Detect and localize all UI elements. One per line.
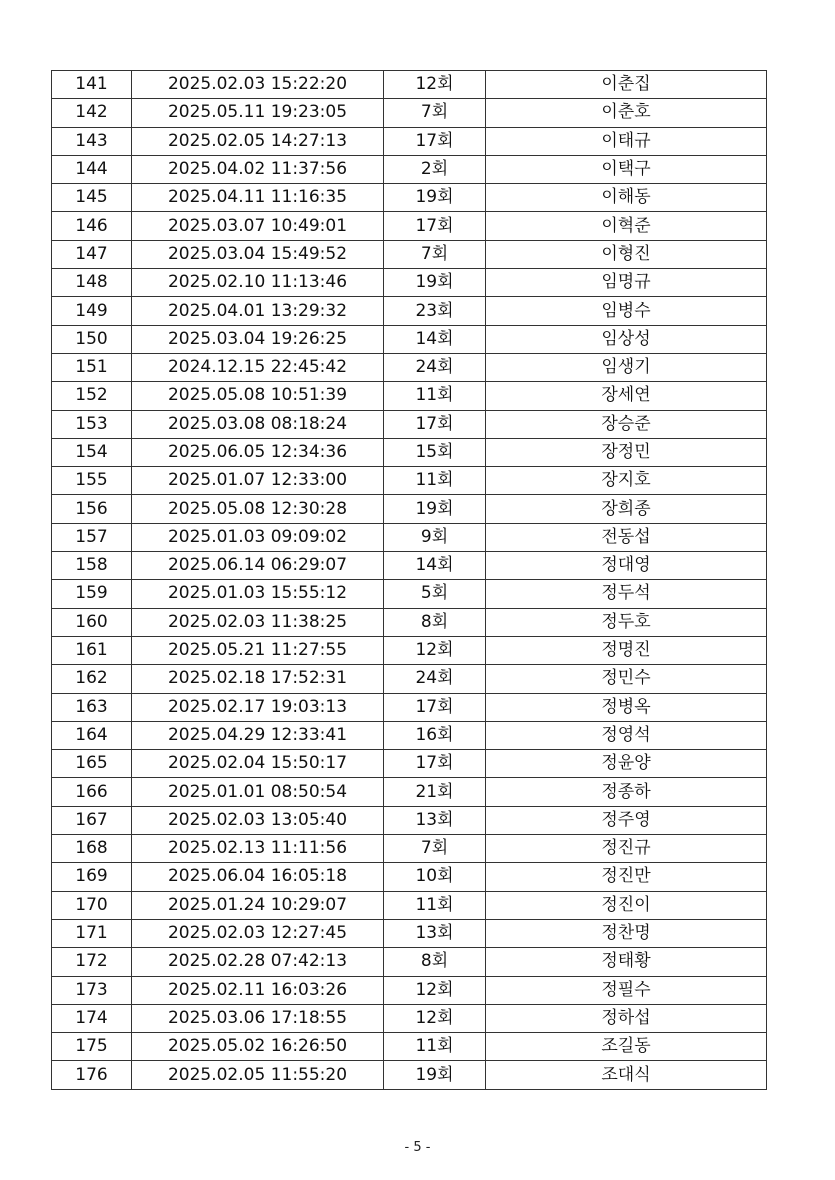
name-cell: 이형진 [486, 240, 767, 268]
name-cell: 정주영 [486, 806, 767, 834]
count-cell: 11회 [384, 467, 486, 495]
table-row [52, 778, 767, 806]
table-row [52, 891, 767, 919]
count-cell: 2회 [384, 155, 486, 183]
row-number-cell: 171 [52, 919, 132, 947]
count-cell: 9회 [384, 523, 486, 551]
row-number-cell: 151 [52, 353, 132, 381]
count-cell: 7회 [384, 835, 486, 863]
name-cell: 이춘호 [486, 99, 767, 127]
datetime-cell: 2025.06.05 12:34:36 [132, 438, 384, 466]
datetime-cell: 2025.03.08 08:18:24 [132, 410, 384, 438]
count-cell: 12회 [384, 71, 486, 99]
name-cell: 장세연 [486, 382, 767, 410]
table-row [52, 269, 767, 297]
datetime-cell: 2025.05.21 11:27:55 [132, 636, 384, 664]
name-cell: 임상성 [486, 325, 767, 353]
table-row [52, 297, 767, 325]
table-row [52, 353, 767, 381]
table-row [52, 240, 767, 268]
row-number-cell: 152 [52, 382, 132, 410]
datetime-cell: 2025.05.02 16:26:50 [132, 1033, 384, 1061]
row-number-cell: 174 [52, 1004, 132, 1032]
count-cell: 13회 [384, 806, 486, 834]
datetime-cell: 2025.02.28 07:42:13 [132, 948, 384, 976]
name-cell: 조대식 [486, 1061, 767, 1089]
name-cell: 이춘집 [486, 71, 767, 99]
datetime-cell: 2024.12.15 22:45:42 [132, 353, 384, 381]
page-number: - 5 - [404, 1140, 431, 1155]
row-number-cell: 157 [52, 523, 132, 551]
count-cell: 23회 [384, 297, 486, 325]
row-number-cell: 159 [52, 580, 132, 608]
row-number-cell: 167 [52, 806, 132, 834]
datetime-cell: 2025.01.07 12:33:00 [132, 467, 384, 495]
row-number-cell: 145 [52, 184, 132, 212]
count-cell: 24회 [384, 665, 486, 693]
count-cell: 14회 [384, 325, 486, 353]
row-number-cell: 158 [52, 552, 132, 580]
datetime-cell: 2025.02.03 13:05:40 [132, 806, 384, 834]
row-number-cell: 144 [52, 155, 132, 183]
table-row [52, 495, 767, 523]
datetime-cell: 2025.05.11 19:23:05 [132, 99, 384, 127]
count-cell: 14회 [384, 552, 486, 580]
count-cell: 19회 [384, 269, 486, 297]
datetime-cell: 2025.01.03 09:09:02 [132, 523, 384, 551]
count-cell: 10회 [384, 863, 486, 891]
row-number-cell: 169 [52, 863, 132, 891]
table-row [52, 552, 767, 580]
name-cell: 장정민 [486, 438, 767, 466]
table-row [52, 721, 767, 749]
count-cell: 19회 [384, 495, 486, 523]
count-cell: 17회 [384, 750, 486, 778]
name-cell: 정두석 [486, 580, 767, 608]
table-row [52, 580, 767, 608]
name-cell: 장지호 [486, 467, 767, 495]
name-cell: 정하섭 [486, 1004, 767, 1032]
count-cell: 11회 [384, 1033, 486, 1061]
datetime-cell: 2025.02.03 15:22:20 [132, 71, 384, 99]
name-cell: 조길동 [486, 1033, 767, 1061]
table-row [52, 523, 767, 551]
table-row [52, 948, 767, 976]
record-table-body [52, 71, 767, 1090]
datetime-cell: 2025.04.11 11:16:35 [132, 184, 384, 212]
datetime-cell: 2025.02.17 19:03:13 [132, 693, 384, 721]
table-row [52, 184, 767, 212]
row-number-cell: 173 [52, 976, 132, 1004]
name-cell: 이해동 [486, 184, 767, 212]
table-row [52, 1061, 767, 1089]
name-cell: 정태황 [486, 948, 767, 976]
count-cell: 19회 [384, 184, 486, 212]
row-number-cell: 163 [52, 693, 132, 721]
datetime-cell: 2025.02.03 12:27:45 [132, 919, 384, 947]
table-row [52, 693, 767, 721]
row-number-cell: 142 [52, 99, 132, 127]
datetime-cell: 2025.03.04 19:26:25 [132, 325, 384, 353]
name-cell: 정병옥 [486, 693, 767, 721]
count-cell: 17회 [384, 127, 486, 155]
table-row [52, 1004, 767, 1032]
datetime-cell: 2025.05.08 10:51:39 [132, 382, 384, 410]
datetime-cell: 2025.01.24 10:29:07 [132, 891, 384, 919]
name-cell: 장승준 [486, 410, 767, 438]
count-cell: 8회 [384, 948, 486, 976]
table-row [52, 665, 767, 693]
count-cell: 12회 [384, 636, 486, 664]
count-cell: 17회 [384, 212, 486, 240]
count-cell: 7회 [384, 240, 486, 268]
name-cell: 정윤양 [486, 750, 767, 778]
name-cell: 임명규 [486, 269, 767, 297]
row-number-cell: 143 [52, 127, 132, 155]
table-row [52, 636, 767, 664]
count-cell: 15회 [384, 438, 486, 466]
table-row [52, 835, 767, 863]
name-cell: 정두호 [486, 608, 767, 636]
row-number-cell: 168 [52, 835, 132, 863]
datetime-cell: 2025.04.02 11:37:56 [132, 155, 384, 183]
count-cell: 11회 [384, 382, 486, 410]
table-row [52, 467, 767, 495]
name-cell: 정진규 [486, 835, 767, 863]
name-cell: 장희종 [486, 495, 767, 523]
datetime-cell: 2025.04.01 13:29:32 [132, 297, 384, 325]
name-cell: 임생기 [486, 353, 767, 381]
row-number-cell: 176 [52, 1061, 132, 1089]
table-row [52, 976, 767, 1004]
row-number-cell: 165 [52, 750, 132, 778]
row-number-cell: 156 [52, 495, 132, 523]
row-number-cell: 154 [52, 438, 132, 466]
datetime-cell: 2025.03.06 17:18:55 [132, 1004, 384, 1032]
table-row [52, 325, 767, 353]
name-cell: 임병수 [486, 297, 767, 325]
name-cell: 이태규 [486, 127, 767, 155]
row-number-cell: 166 [52, 778, 132, 806]
table-row [52, 863, 767, 891]
row-number-cell: 164 [52, 721, 132, 749]
datetime-cell: 2025.04.29 12:33:41 [132, 721, 384, 749]
name-cell: 이택구 [486, 155, 767, 183]
row-number-cell: 160 [52, 608, 132, 636]
name-cell: 정민수 [486, 665, 767, 693]
count-cell: 8회 [384, 608, 486, 636]
row-number-cell: 172 [52, 948, 132, 976]
count-cell: 24회 [384, 353, 486, 381]
row-number-cell: 149 [52, 297, 132, 325]
table-row [52, 750, 767, 778]
table-row [52, 608, 767, 636]
count-cell: 17회 [384, 693, 486, 721]
table-row [52, 410, 767, 438]
count-cell: 19회 [384, 1061, 486, 1089]
count-cell: 5회 [384, 580, 486, 608]
datetime-cell: 2025.02.05 11:55:20 [132, 1061, 384, 1089]
row-number-cell: 175 [52, 1033, 132, 1061]
table-row [52, 99, 767, 127]
table-row [52, 806, 767, 834]
datetime-cell: 2025.03.04 15:49:52 [132, 240, 384, 268]
name-cell: 정명진 [486, 636, 767, 664]
row-number-cell: 170 [52, 891, 132, 919]
count-cell: 11회 [384, 891, 486, 919]
name-cell: 정영석 [486, 721, 767, 749]
datetime-cell: 2025.02.04 15:50:17 [132, 750, 384, 778]
name-cell: 정진이 [486, 891, 767, 919]
row-number-cell: 147 [52, 240, 132, 268]
datetime-cell: 2025.02.18 17:52:31 [132, 665, 384, 693]
count-cell: 21회 [384, 778, 486, 806]
count-cell: 12회 [384, 1004, 486, 1032]
name-cell: 정대영 [486, 552, 767, 580]
count-cell: 13회 [384, 919, 486, 947]
datetime-cell: 2025.05.08 12:30:28 [132, 495, 384, 523]
table-row [52, 438, 767, 466]
table-row [52, 127, 767, 155]
datetime-cell: 2025.02.10 11:13:46 [132, 269, 384, 297]
datetime-cell: 2025.02.05 14:27:13 [132, 127, 384, 155]
name-cell: 정종하 [486, 778, 767, 806]
row-number-cell: 161 [52, 636, 132, 664]
datetime-cell: 2025.03.07 10:49:01 [132, 212, 384, 240]
datetime-cell: 2025.02.03 11:38:25 [132, 608, 384, 636]
record-table [51, 70, 767, 1090]
row-number-cell: 153 [52, 410, 132, 438]
row-number-cell: 148 [52, 269, 132, 297]
table-row [52, 155, 767, 183]
datetime-cell: 2025.02.11 16:03:26 [132, 976, 384, 1004]
name-cell: 정찬명 [486, 919, 767, 947]
datetime-cell: 2025.06.14 06:29:07 [132, 552, 384, 580]
datetime-cell: 2025.01.01 08:50:54 [132, 778, 384, 806]
row-number-cell: 155 [52, 467, 132, 495]
row-number-cell: 150 [52, 325, 132, 353]
name-cell: 정진만 [486, 863, 767, 891]
datetime-cell: 2025.06.04 16:05:18 [132, 863, 384, 891]
table-row [52, 1033, 767, 1061]
table-row [52, 212, 767, 240]
count-cell: 12회 [384, 976, 486, 1004]
table-row [52, 919, 767, 947]
name-cell: 전동섭 [486, 523, 767, 551]
count-cell: 17회 [384, 410, 486, 438]
count-cell: 16회 [384, 721, 486, 749]
datetime-cell: 2025.02.13 11:11:56 [132, 835, 384, 863]
datetime-cell: 2025.01.03 15:55:12 [132, 580, 384, 608]
name-cell: 이혁준 [486, 212, 767, 240]
table-row [52, 382, 767, 410]
name-cell: 정필수 [486, 976, 767, 1004]
row-number-cell: 141 [52, 71, 132, 99]
count-cell: 7회 [384, 99, 486, 127]
row-number-cell: 162 [52, 665, 132, 693]
table-row [52, 71, 767, 99]
row-number-cell: 146 [52, 212, 132, 240]
